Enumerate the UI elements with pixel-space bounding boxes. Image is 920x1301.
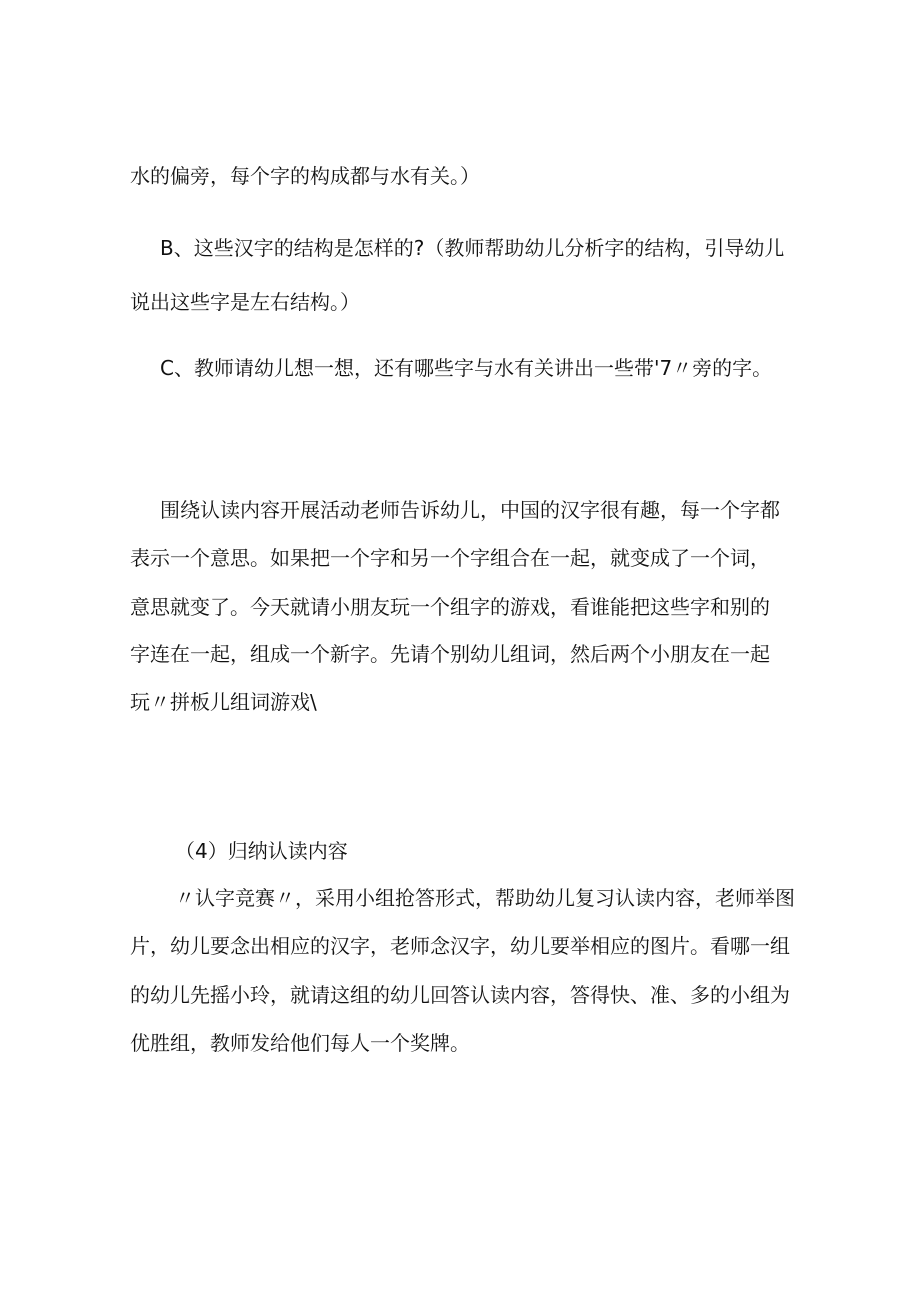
text-line-1: 水的偏旁，每个字的构成都与水有关。）: [130, 164, 480, 188]
text-line-5: 围绕认读内容开展活动老师告诉幼儿，中国的汉字很有趣，每一个字都: [160, 498, 780, 522]
text-line-12: 的幼儿先摇小玲，就请这组的幼儿回答认读内容，答得快、准、多的小组为: [130, 983, 790, 1007]
text-line-8: 字连在一起，组成一个新字。先请个别幼儿组词，然后两个小朋友在一起: [130, 642, 770, 666]
text-line-7: 意思就变了。今天就请小朋友玩一个组字的游戏，看谁能把这些字和别的: [130, 595, 770, 619]
text-line-9: 玩〃拼板儿组词游戏\: [130, 690, 317, 714]
text-line-3: 说出这些字是左右结构。）: [130, 290, 360, 314]
section-heading: （4）归纳认读内容: [175, 839, 348, 863]
text-line-2: B、这些汉字的结构是怎样的?（教师帮助幼儿分析字的结构，引导幼儿: [160, 236, 785, 260]
text-line-6: 表示一个意思。如果把一个字和另一个字组合在一起，就变成了一个词，: [130, 546, 770, 570]
text-line-13: 优胜组，教师发给他们每人一个奖牌。: [130, 1031, 470, 1055]
text-line-10: 〃认字竞赛〃，采用小组抢答形式，帮助幼儿复习认读内容，老师举图: [175, 886, 795, 910]
text-line-11: 片，幼儿要念出相应的汉字，老师念汉字，幼儿要举相应的图片。看哪一组: [130, 934, 790, 958]
text-line-4: C、教师请幼儿想一想，还有哪些字与水有关讲出一些带'7〃旁的字。: [160, 356, 773, 380]
